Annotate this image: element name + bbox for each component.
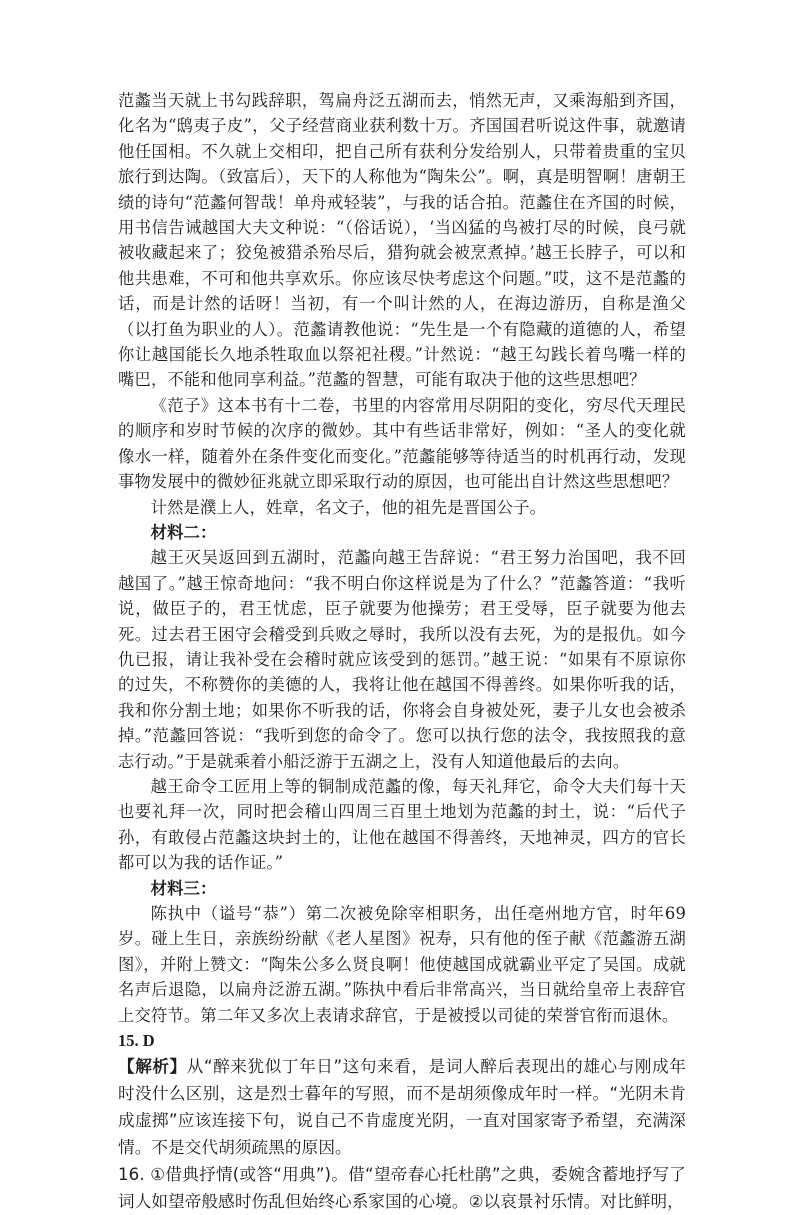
question-16-answer: 16. ①借典抒情(或答“用典”)。借“望帝春心托杜鹃”之典，委婉含蓄地抒写了词人如望帝般感时伤乱但始终心系家国的心境。②以哀景衬乐情。对比鲜明， xyxy=(118,1165,686,1212)
material3-paragraph-1: 陈执中（谥号“恭”）第二次被免除宰相职务，出任亳州地方官，时年69岁。碰上生日，亲族纷纷献《老人星图》祝寿，只有他的侄子献《范蠡游五湖图》，并附上赞文：“陶朱公多么贤良啊！他使越国成就霸业平定了吴国。成就名声后退隐，以扁舟泛游五湖。”陈执中看后非常高兴，当日就给皇帝上表辞官上交符节。第二年又多次上表请求辞官，于是被授以司徒的荣誉官衔而退休。 xyxy=(118,904,686,1025)
question-15-answer: 15. D xyxy=(118,1031,155,1051)
document-page xyxy=(118,88,686,1215)
explanation-tag: 【解析】 xyxy=(118,1057,187,1077)
material2-paragraph-2: 越王命令工匠用上等的铜制成范蠡的像，每天礼拜它，命令大夫们每十天也要礼拜一次，同时把会稽山四周三百里土地划为范蠡的封土，说：“后代子孙，有敢侵占范蠡这块封土的，让他在越国不得善终，天地神灵，四方的官长都可以为我的话作证。” xyxy=(118,776,686,873)
material1-paragraph-3: 计然是濮上人，姓章，名文子，他的祖先是晋国公子。 xyxy=(150,497,547,517)
material2-paragraph-1: 越王灭吴返回到五湖时，范蠡向越王告辞说：“君王努力治国吧，我不回越国了。”越王惊奇地问：“我不明白你这样说是为了什么？”范蠡答道：“我听说，做臣子的，君王忧虑，臣子就要为他操劳；君王受辱，臣子就要为他去死。过去君王困守会稽受到兵败之辱时，我所以没有去死，为的是报仇。如今仇已报，请让我补受在会稽时就应该受到的惩罚。”越王说：“如果有不原谅你的过失，不称赞你的美德的人，我将让他在越国不得善终。如果你听我的话，我和你分割土地；如果你不听我的话，你将会自身被处死，妻子儿女也会被杀掉。”范蠡回答说：“我听到您的命令了。您可以执行您的法令，我按照我的意志行动。”于是就乘着小船泛游于五湖之上，没有人知道他最后的去向。 xyxy=(118,548,686,771)
material1-paragraph-1: 范蠡当天就上书勾践辞职，驾扁舟泛五湖而去，悄然无声，又乘海船到齐国，化名为“鸱夷子皮”，父子经营商业获利数十万。齐国国君听说这件事，就邀请他任国相。不久就上交相印，把自己所有获利分发给别人，只带着贵重的宝贝旅行到达陶。（致富后），天下的人称他为“陶朱公”。啊，真是明智啊！唐朝王绩的诗句“范蠡何智哉！单舟戒轻装”，与我的话合拍。范蠡住在齐国的时候，用书信告诫越国大夫文种说：“（俗话说），‘当凶猛的鸟被打尽的时候，良弓就被收藏起来了；狡兔被猎杀殆尽后，猎狗就会被烹煮掉。’越王长脖子，可以和他共患难，不可和他共享欢乐。你应该尽快考虑这个问题。”哎，这不是范蠡的话，而是计然的话呀！当初，有一个叫计然的人，在海边游历，自称是渔父（以打鱼为职业的人）。范蠡请教他说：“先生是一个有隐藏的道德的人，希望你让越国能长久地杀牲取血以祭祀社稷。”计然说：“越王勾践长着鸟嘴一样的嘴巴，不能和他同享利益。”范蠡的智慧，可能有取决于他的这些思想吧？ xyxy=(118,91,686,390)
explanation-text: 从“醉来犹似丁年日”这句来看，是词人醉后表现出的雄心与刚成年时没什么区别，这是烈士暮年的写照，而不是胡须像成年时一样。“光阴未肯成虚掷”应该连接下句，说自己不肯虚度光阴，一直对国家寄予希望，充满深情。不是交代胡须疏黑的原因。 xyxy=(118,1057,686,1158)
material3-heading: 材料三： xyxy=(150,878,217,898)
material2-heading: 材料二： xyxy=(150,522,217,542)
question-15-explanation xyxy=(118,1053,686,1161)
material1-paragraph-2: 《范子》这本书有十二卷，书里的内容常用尽阴阳的变化，穷尽代天理民的顺序和岁时节候的次序的微妙。其中有些话非常好，例如：“圣人的变化就像水一样，随着外在条件变化而变化。”范蠡能够等待适当的时机再行动，发现事物发展中的微妙征兆就立即采取行动的原因，也可能出自计然这些思想吧？ xyxy=(118,395,686,492)
